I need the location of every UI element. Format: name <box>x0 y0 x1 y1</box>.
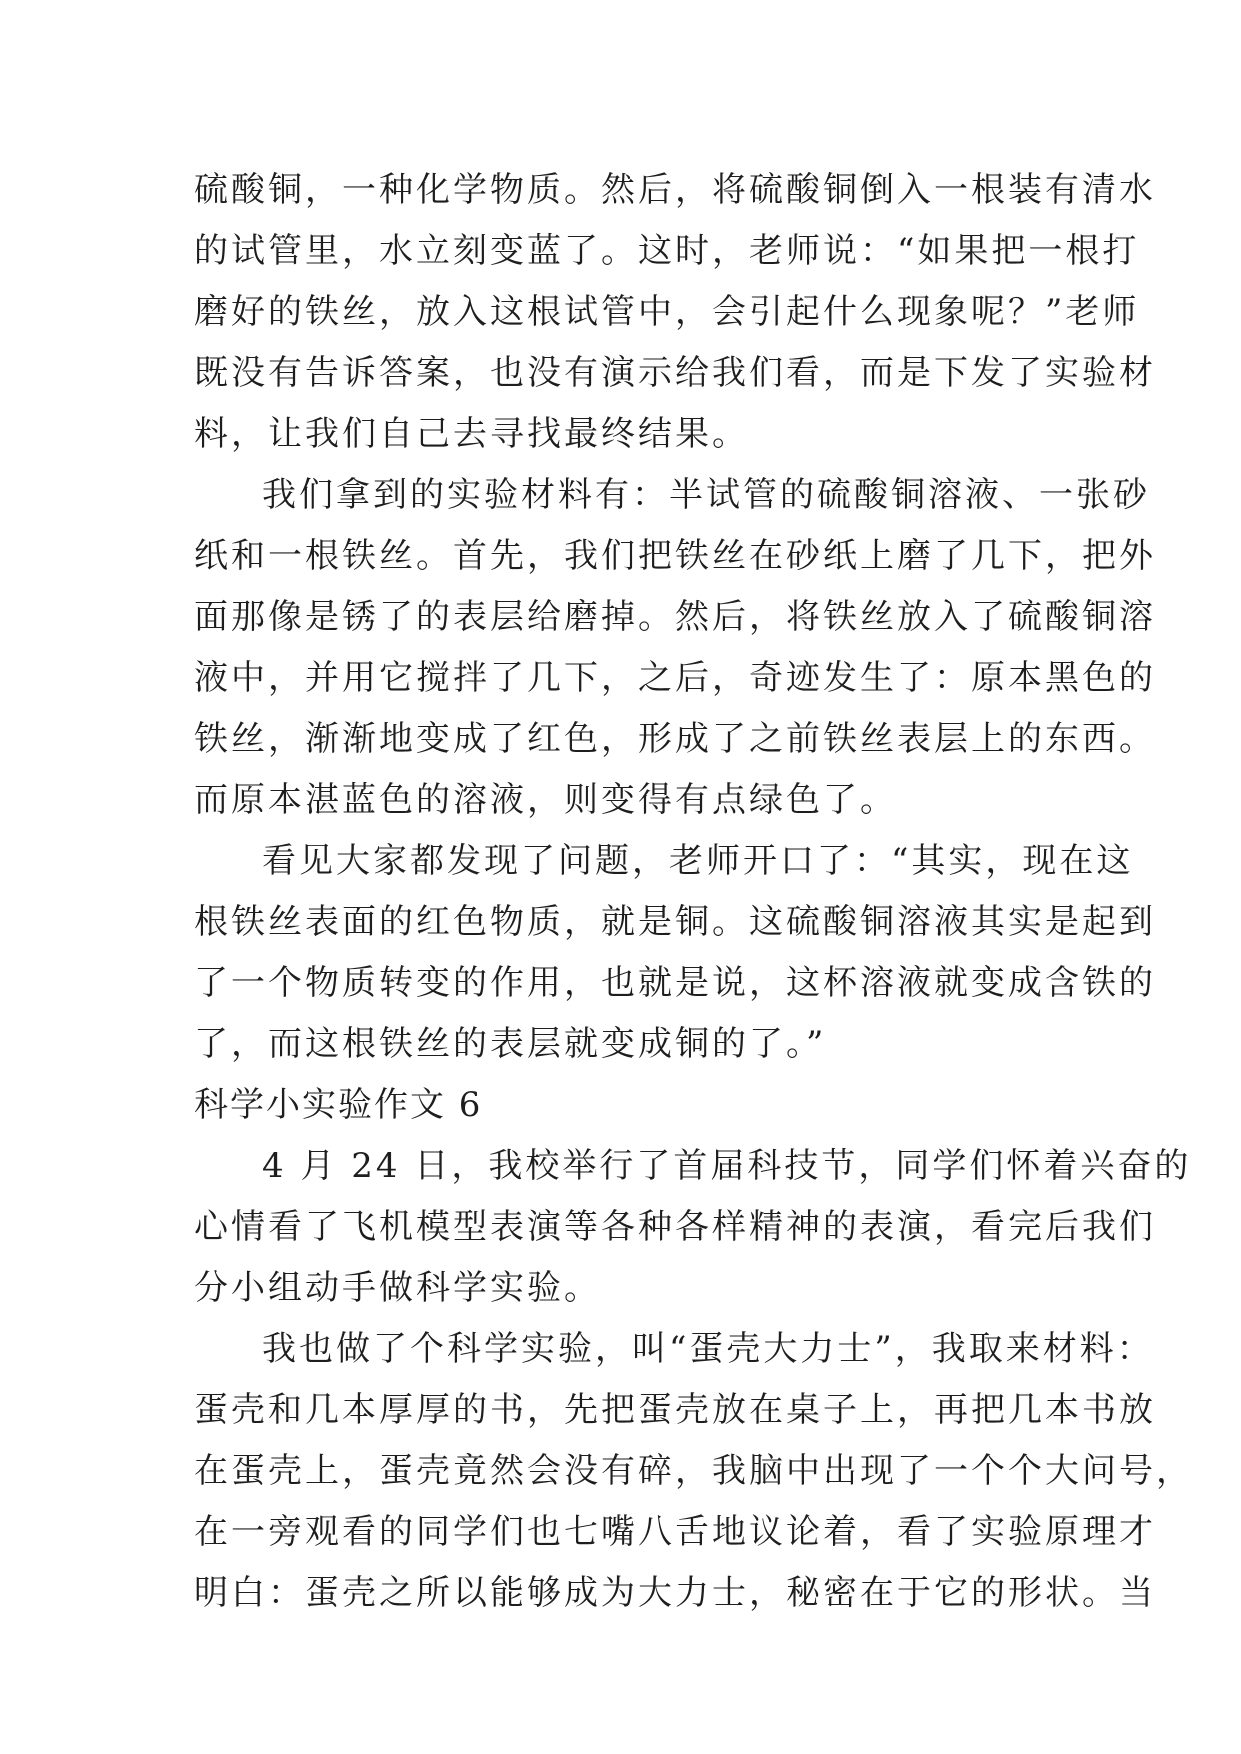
paragraph-first-line: 我也做了个科学实验，叫“蛋壳大力士”，我取来材料： <box>262 1329 1154 1369</box>
text-line: 心情看了飞机模型表演等各种各样精神的表演，看完后我们 <box>194 1207 1156 1247</box>
text-line: 在蛋壳上，蛋壳竟然会没有碎，我脑中出现了一个个大问号， <box>194 1451 1193 1491</box>
essay-text <box>194 160 1193 1624</box>
text-line: 磨好的铁丝，放入这根试管中，会引起什么现象呢？”老师 <box>194 292 1140 332</box>
text-line: 纸和一根铁丝。首先，我们把铁丝在砂纸上磨了几下，把外 <box>194 536 1156 576</box>
text-line: 液中，并用它搅拌了几下，之后，奇迹发生了：原本黑色的 <box>194 658 1156 698</box>
text-line: 在一旁观看的同学们也七嘴八舌地议论着，看了实验原理才 <box>194 1512 1156 1552</box>
text-line: 铁丝，渐渐地变成了红色，形成了之前铁丝表层上的东西。 <box>194 719 1156 759</box>
paragraph-first-line: 我们拿到的实验材料有：半试管的硫酸铜溶液、一张砂 <box>262 475 1150 515</box>
text-line: 了，而这根铁丝的表层就变成铜的了。” <box>194 1024 827 1064</box>
text-line: 料，让我们自己去寻找最终结果。 <box>194 414 749 454</box>
text-line: 硫酸铜，一种化学物质。然后，将硫酸铜倒入一根装有清水 <box>194 170 1156 210</box>
section-heading: 科学小实验作文 6 <box>194 1085 483 1125</box>
paragraph-first-line: 4 月 24 日，我校举行了首届科技节，同学们怀着兴奋的 <box>262 1146 1192 1186</box>
text-line: 而原本湛蓝色的溶液，则变得有点绿色了。 <box>194 780 897 820</box>
text-line: 蛋壳和几本厚厚的书，先把蛋壳放在桌子上，再把几本书放 <box>194 1390 1156 1430</box>
text-line: 明白：蛋壳之所以能够成为大力士，秘密在于它的形状。当 <box>194 1573 1156 1613</box>
text-line: 面那像是锈了的表层给磨掉。然后，将铁丝放入了硫酸铜溶 <box>194 597 1156 637</box>
text-line: 既没有告诉答案，也没有演示给我们看，而是下发了实验材 <box>194 353 1156 393</box>
text-line: 根铁丝表面的红色物质，就是铜。这硫酸铜溶液其实是起到 <box>194 902 1156 942</box>
paragraph-first-line: 看见大家都发现了问题，老师开口了：“其实，现在这 <box>262 841 1134 881</box>
text-line: 的试管里，水立刻变蓝了。这时，老师说：“如果把一根打 <box>194 231 1140 271</box>
text-line: 分小组动手做科学实验。 <box>194 1268 601 1308</box>
text-line: 了一个物质转变的作用，也就是说，这杯溶液就变成含铁的 <box>194 963 1156 1003</box>
